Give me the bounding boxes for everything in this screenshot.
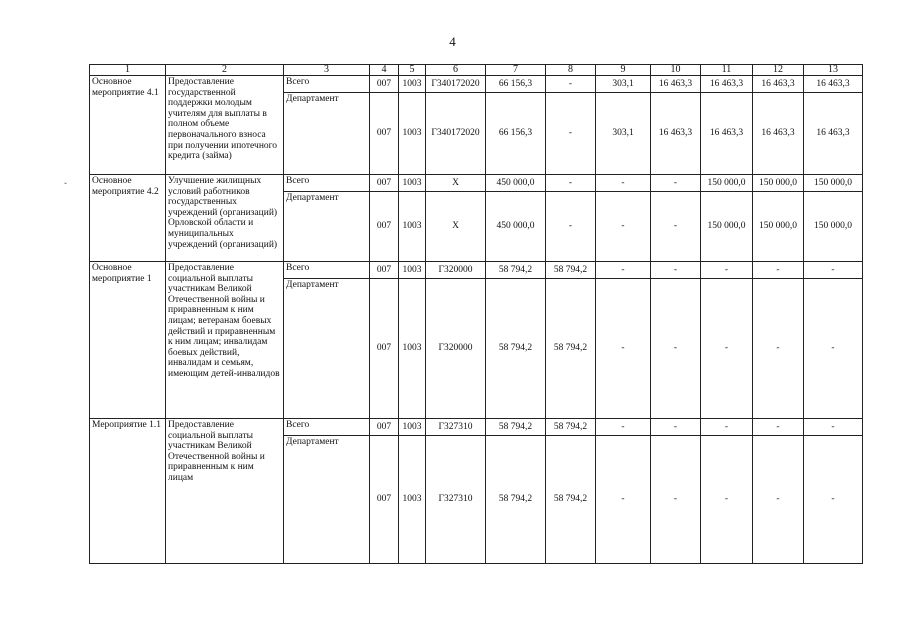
table-cell: 58 794,2 bbox=[546, 262, 596, 279]
table-cell: - bbox=[546, 192, 596, 262]
measure-description: Предоставление государственной поддержки молодым учителям для выплаты в полном объеме первоначального взноса при получении ипотечного кредита (займа) bbox=[166, 76, 284, 175]
column-header: 8 bbox=[546, 65, 596, 76]
table-cell: 150 000,0 bbox=[701, 192, 753, 262]
table-cell: 007 bbox=[370, 436, 399, 564]
column-header: 9 bbox=[596, 65, 651, 76]
column-header: 13 bbox=[804, 65, 863, 76]
table-cell: - bbox=[596, 419, 651, 436]
table-cell: 16 463,3 bbox=[651, 93, 701, 175]
table-cell: 150 000,0 bbox=[753, 192, 804, 262]
scan-artifact-mark: ˇ bbox=[64, 181, 67, 191]
table-cell: 1003 bbox=[399, 436, 426, 564]
table-cell: 58 794,2 bbox=[546, 419, 596, 436]
table-cell: 58 794,2 bbox=[486, 262, 546, 279]
table-cell: - bbox=[651, 436, 701, 564]
table-cell: 58 794,2 bbox=[546, 279, 596, 419]
table-cell: 303,1 bbox=[596, 93, 651, 175]
page-number: 4 bbox=[449, 34, 456, 49]
table-cell: - bbox=[804, 262, 863, 279]
table-cell: - bbox=[701, 436, 753, 564]
funding-source: Всего bbox=[284, 262, 370, 279]
table-cell: 66 156,3 bbox=[486, 93, 546, 175]
table-cell: X bbox=[426, 175, 486, 192]
table-row bbox=[90, 419, 863, 436]
table-cell: - bbox=[546, 93, 596, 175]
table-cell: 1003 bbox=[399, 262, 426, 279]
column-header: 11 bbox=[701, 65, 753, 76]
table-cell: 150 000,0 bbox=[804, 192, 863, 262]
table-cell: - bbox=[596, 262, 651, 279]
table-cell: 16 463,3 bbox=[804, 76, 863, 93]
table-cell: - bbox=[753, 279, 804, 419]
table-cell: 16 463,3 bbox=[753, 76, 804, 93]
table-cell: 007 bbox=[370, 192, 399, 262]
table-cell: - bbox=[804, 419, 863, 436]
table-cell: 16 463,3 bbox=[804, 93, 863, 175]
table-cell: 007 bbox=[370, 93, 399, 175]
table-cell: 007 bbox=[370, 279, 399, 419]
table-cell: 1003 bbox=[399, 76, 426, 93]
table-cell: - bbox=[596, 192, 651, 262]
table-cell: 1003 bbox=[399, 192, 426, 262]
budget-table bbox=[89, 64, 863, 564]
table-cell: - bbox=[701, 262, 753, 279]
table-cell: - bbox=[651, 175, 701, 192]
column-header: 5 bbox=[399, 65, 426, 76]
table-cell: - bbox=[804, 279, 863, 419]
column-header: 12 bbox=[753, 65, 804, 76]
funding-source: Всего bbox=[284, 419, 370, 436]
column-number-row bbox=[90, 65, 863, 76]
measure-name: Мероприятие 1.1 bbox=[90, 419, 166, 564]
measure-description: Предоставление социальной выплаты участникам Великой Отечественной войны и приравненным к ним лицам bbox=[166, 419, 284, 564]
table-cell: - bbox=[546, 175, 596, 192]
column-header: 3 bbox=[284, 65, 370, 76]
table-cell: 450 000,0 bbox=[486, 192, 546, 262]
table-cell: - bbox=[651, 192, 701, 262]
table-cell: - bbox=[753, 262, 804, 279]
table-cell: 007 bbox=[370, 262, 399, 279]
funding-source: Департамент bbox=[284, 93, 370, 175]
funding-source: Департамент bbox=[284, 192, 370, 262]
column-header: 6 bbox=[426, 65, 486, 76]
table-cell: - bbox=[596, 279, 651, 419]
table-cell: 150 000,0 bbox=[701, 175, 753, 192]
funding-source: Всего bbox=[284, 76, 370, 93]
table-cell: - bbox=[651, 419, 701, 436]
table-cell: 16 463,3 bbox=[651, 76, 701, 93]
table-cell: 1003 bbox=[399, 279, 426, 419]
table-cell: - bbox=[701, 279, 753, 419]
table-cell: 007 bbox=[370, 175, 399, 192]
measure-description: Предоставление социальной выплаты участникам Великой Отечественной войны и приравненным к ним лицам; ветеранам боевых действий и приравненным к ним лицам; инвалидам боевых действий, инвалидам и семьям, имеющим детей-инвалидов bbox=[166, 262, 284, 419]
table-cell: 450 000,0 bbox=[486, 175, 546, 192]
table-cell: - bbox=[701, 419, 753, 436]
table-cell: - bbox=[651, 279, 701, 419]
measure-description: Улучшение жилищных условий работников государственных учреждений (организаций) Орловской области и муниципальных учреждений (организаций) bbox=[166, 175, 284, 262]
column-header: 2 bbox=[166, 65, 284, 76]
table-cell: 58 794,2 bbox=[546, 436, 596, 564]
table-cell: 1003 bbox=[399, 175, 426, 192]
table-cell: Г327310 bbox=[426, 419, 486, 436]
table-cell: - bbox=[753, 436, 804, 564]
table-cell: 1003 bbox=[399, 419, 426, 436]
table-row bbox=[90, 76, 863, 93]
column-header: 7 bbox=[486, 65, 546, 76]
column-header: 10 bbox=[651, 65, 701, 76]
table-cell: 16 463,3 bbox=[701, 93, 753, 175]
funding-source: Департамент bbox=[284, 436, 370, 564]
table-cell: 007 bbox=[370, 76, 399, 93]
column-header: 4 bbox=[370, 65, 399, 76]
table-cell: - bbox=[546, 76, 596, 93]
table-row bbox=[90, 262, 863, 279]
measure-name: Основное мероприятие 4.1 bbox=[90, 76, 166, 175]
table-cell: Г340172020 bbox=[426, 76, 486, 93]
table-cell: - bbox=[596, 436, 651, 564]
table-cell: 16 463,3 bbox=[701, 76, 753, 93]
table-cell: 1003 bbox=[399, 93, 426, 175]
column-header: 1 bbox=[90, 65, 166, 76]
measure-name: Основное мероприятие 4.2 bbox=[90, 175, 166, 262]
table-cell: 58 794,2 bbox=[486, 279, 546, 419]
table-cell: X bbox=[426, 192, 486, 262]
table-cell: - bbox=[753, 419, 804, 436]
funding-source: Департамент bbox=[284, 279, 370, 419]
table-cell: Г340172020 bbox=[426, 93, 486, 175]
table-cell: 150 000,0 bbox=[804, 175, 863, 192]
table-row bbox=[90, 175, 863, 192]
measure-name: Основное мероприятие 1 bbox=[90, 262, 166, 419]
table-cell: Г327310 bbox=[426, 436, 486, 564]
table-cell: - bbox=[804, 436, 863, 564]
table-cell: 007 bbox=[370, 419, 399, 436]
table-cell: - bbox=[651, 262, 701, 279]
table-cell: - bbox=[596, 175, 651, 192]
table-cell: 16 463,3 bbox=[753, 93, 804, 175]
table-cell: 58 794,2 bbox=[486, 419, 546, 436]
funding-source: Всего bbox=[284, 175, 370, 192]
table-cell: 66 156,3 bbox=[486, 76, 546, 93]
table-cell: Г320000 bbox=[426, 279, 486, 419]
table-cell: 58 794,2 bbox=[486, 436, 546, 564]
table-cell: 303,1 bbox=[596, 76, 651, 93]
table-cell: 150 000,0 bbox=[753, 175, 804, 192]
table-cell: Г320000 bbox=[426, 262, 486, 279]
